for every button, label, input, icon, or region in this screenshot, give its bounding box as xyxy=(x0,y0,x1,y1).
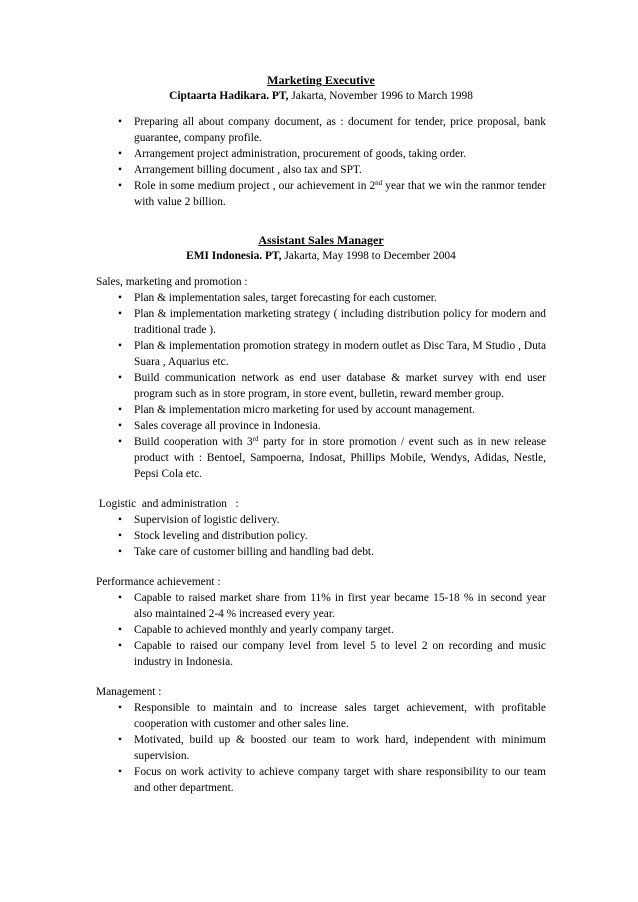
list-item xyxy=(96,512,546,528)
sales-bullet-list xyxy=(96,290,546,482)
list-item-text: Arrangement project administration, procurement of goods, taking order. xyxy=(134,148,467,160)
list-item-text: Build communication network as end user database & market survey with end user program such as in store program, in store event, bulletin, reward member group. xyxy=(134,372,546,400)
list-item-text: Stock leveling and distribution policy. xyxy=(134,530,308,542)
list-item-text: Build cooperation with 3rd party for in store promotion / event such as in new release product with : Bentoel, Sampoerna, Indosat, Phillips Mobile, Wendys, Adidas, Nestle, Pepsi Cola etc. xyxy=(134,435,547,480)
list-item-text: Focus on work activity to achieve company target with share responsibility to our team and other department. xyxy=(134,766,546,794)
list-item xyxy=(96,178,546,210)
bullet-icon: • xyxy=(118,148,122,160)
job-title-assistant-sales-manager: Assistant Sales Manager xyxy=(258,233,384,247)
list-item-text: Capable to achieved monthly and yearly company target. xyxy=(134,624,394,636)
job1-bullet-list xyxy=(96,114,546,210)
job-company-line xyxy=(96,248,546,264)
list-item xyxy=(96,418,546,434)
bullet-icon: • xyxy=(118,436,122,448)
list-item-text: Responsible to maintain and to increase sales target achievement, with profitable cooperation with customer and other sales line. xyxy=(134,702,546,730)
list-item xyxy=(96,146,546,162)
section-heading-performance: Performance achievement : xyxy=(96,576,221,588)
section-heading-sales: Sales, marketing and promotion : xyxy=(96,276,248,288)
list-item xyxy=(96,434,546,482)
list-item xyxy=(96,764,546,796)
company-name: Ciptaarta Hadikara. PT, xyxy=(169,90,289,102)
resume-page xyxy=(96,72,546,796)
list-item-text: Plan & implementation marketing strategy ( including distribution policy for modern and traditional trade ). xyxy=(134,308,546,336)
management-bullet-list xyxy=(96,700,546,796)
list-item xyxy=(96,590,546,622)
job-title-marketing-executive: Marketing Executive xyxy=(267,73,375,87)
list-item-text: Preparing all about company document, as : document for tender, price proposal, bank guarantee, company profile. xyxy=(134,116,546,144)
bullet-icon: • xyxy=(118,734,122,746)
section-heading-management: Management : xyxy=(96,686,162,698)
bullet-icon: • xyxy=(118,116,122,128)
job-company-line xyxy=(96,88,546,104)
list-item-text: Role in some medium project , our achievement in 2nd year that we win the ranmor tender with value 2 billion. xyxy=(134,179,546,208)
bullet-icon: • xyxy=(118,372,122,384)
job-location-dates: Jakarta, November 1996 to March 1998 xyxy=(288,90,473,102)
list-item xyxy=(96,700,546,732)
list-item-text: Capable to raised our company level from level 5 to level 2 on recording and music industry in Indonesia. xyxy=(134,640,546,668)
list-item xyxy=(96,162,546,178)
bullet-icon: • xyxy=(118,766,122,778)
bullet-icon: • xyxy=(118,514,122,526)
list-item xyxy=(96,622,546,638)
bullet-icon: • xyxy=(118,624,122,636)
bullet-icon: • xyxy=(118,180,122,192)
list-item-text: Plan & implementation sales, target forecasting for each customer. xyxy=(134,292,437,304)
list-item xyxy=(96,638,546,670)
list-item-text: Arrangement billing document , also tax and SPT. xyxy=(134,164,362,176)
list-item-text: Capable to raised market share from 11% in first year became 15-18 % in second year also maintained 2-4 % increased every year. xyxy=(134,592,546,620)
bullet-icon: • xyxy=(118,530,122,542)
logistic-bullet-list xyxy=(96,512,546,560)
bullet-icon: • xyxy=(118,292,122,304)
company-name: EMI Indonesia. PT, xyxy=(186,250,282,262)
list-item xyxy=(96,528,546,544)
bullet-icon: • xyxy=(118,592,122,604)
list-item-text: Plan & implementation promotion strategy in modern outlet as Disc Tara, M Studio , Duta Suara , Aquarius etc. xyxy=(134,340,546,368)
list-item xyxy=(96,370,546,402)
bullet-icon: • xyxy=(118,308,122,320)
list-item xyxy=(96,290,546,306)
bullet-icon: • xyxy=(118,164,122,176)
list-item xyxy=(96,544,546,560)
bullet-icon: • xyxy=(118,640,122,652)
list-item xyxy=(96,732,546,764)
bullet-icon: • xyxy=(118,340,122,352)
list-item-text: Take care of customer billing and handling bad debt. xyxy=(134,546,374,558)
list-item xyxy=(96,306,546,338)
list-item xyxy=(96,402,546,418)
bullet-icon: • xyxy=(118,546,122,558)
section-heading-logistic: Logistic and administration : xyxy=(96,498,239,510)
bullet-icon: • xyxy=(118,404,122,416)
job-location-dates: Jakarta, May 1998 to December 2004 xyxy=(281,250,456,262)
list-item-text: Motivated, build up & boosted our team to work hard, independent with minimum supervision. xyxy=(134,734,546,762)
bullet-icon: • xyxy=(118,702,122,714)
performance-bullet-list xyxy=(96,590,546,670)
list-item xyxy=(96,114,546,146)
bullet-icon: • xyxy=(118,420,122,432)
list-item-text: Plan & implementation micro marketing for used by account management. xyxy=(134,404,475,416)
list-item-text: Sales coverage all province in Indonesia. xyxy=(134,420,321,432)
list-item-text: Supervision of logistic delivery. xyxy=(134,514,280,526)
list-item xyxy=(96,338,546,370)
